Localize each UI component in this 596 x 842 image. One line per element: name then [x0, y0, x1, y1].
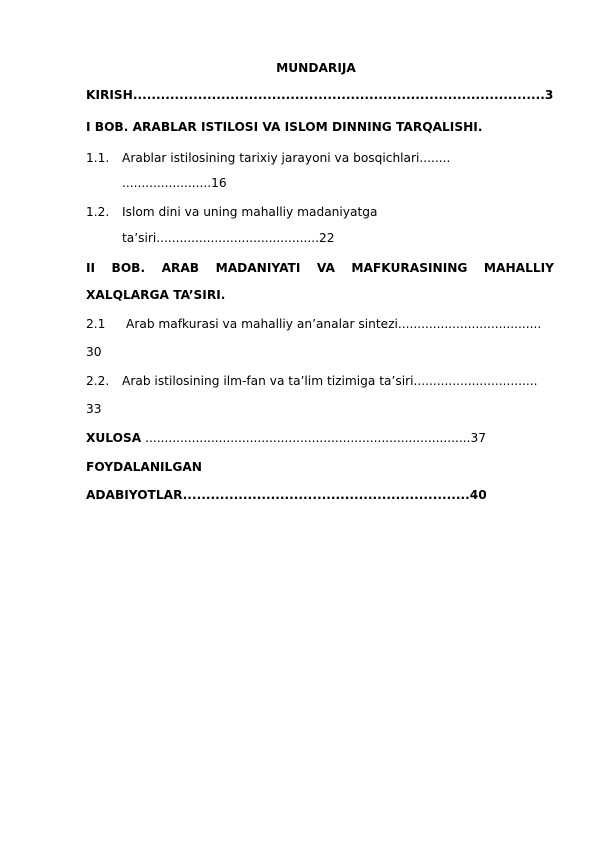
- chapter-word: MAFKURASINING: [351, 261, 468, 275]
- toc-entry-2-2: [86, 373, 537, 389]
- chapter-word: MAHALLIY: [483, 261, 554, 275]
- section-number: 2.1: [86, 317, 106, 331]
- xulosa-leader: ....................................................................................37: [141, 431, 487, 445]
- section-title: Arab istilosining ilm-fan va ta’lim tizimiga ta’siri................................: [122, 374, 538, 388]
- toc-chapter-2-line-2: XALQLARGA TA’SIRI.: [86, 288, 226, 302]
- section-number: 1.1.: [86, 151, 110, 165]
- chapter-word: VA: [316, 261, 335, 275]
- toc-entry-1-2-continuation: ta’siri..........................................22: [122, 231, 335, 245]
- toc-title: MUNDARIJA: [276, 61, 356, 75]
- toc-entry-2-1-page: 30: [86, 345, 102, 359]
- toc-entry-1-1-continuation: .......................16: [122, 176, 227, 190]
- toc-entry-2-2-page: 33: [86, 402, 102, 416]
- toc-entry-xulosa: [86, 430, 486, 446]
- section-number: 2.2.: [86, 374, 110, 388]
- toc-entry-kirish: KIRISH.........................................................................................3: [86, 88, 554, 102]
- toc-chapter-1: I BOB. ARABLAR ISTILOSI VA ISLOM DINNING TARQALISHI.: [86, 120, 483, 134]
- chapter-word: ARAB: [161, 261, 200, 275]
- toc-entry-2-1: [86, 316, 541, 332]
- toc-entry-1-2: [86, 204, 377, 220]
- toc-entry-adabiyotlar: ADABIYOTLAR..............................................................40: [86, 488, 487, 502]
- toc-entry-1-1: [86, 150, 450, 166]
- chapter-word: BOB.: [111, 261, 146, 275]
- chapter-word: II: [86, 261, 96, 275]
- section-title: Arablar istilosining tarixiy jarayoni va bosqichlari........: [122, 151, 451, 165]
- section-number: 1.2.: [86, 205, 110, 219]
- toc-chapter-2-line-1: [86, 260, 554, 276]
- toc-entry-foydalanilgan: FOYDALANILGAN: [86, 460, 202, 474]
- xulosa-label: XULOSA: [86, 431, 142, 445]
- chapter-word: MADANIYATI: [215, 261, 301, 275]
- section-title: Arab mafkurasi va mahalliy an’analar sintezi.....................................: [126, 317, 542, 331]
- section-title: Islom dini va uning mahalliy madaniyatga: [122, 205, 378, 219]
